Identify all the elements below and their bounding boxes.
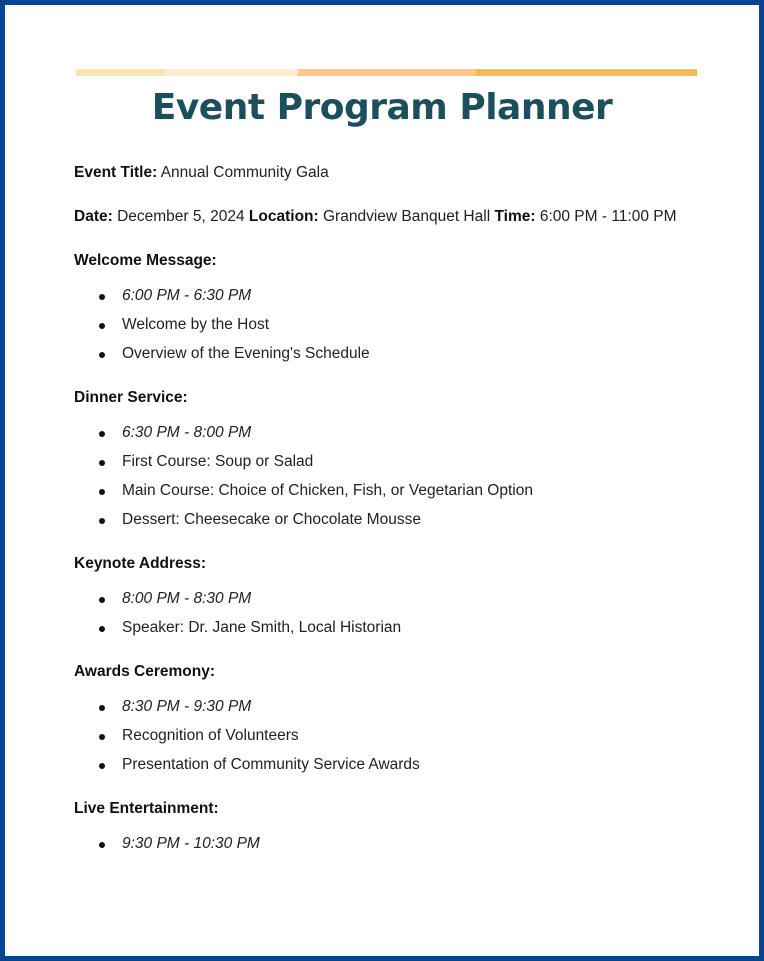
bullet-icon <box>99 352 105 358</box>
time-label: Time: <box>494 208 536 225</box>
list-item <box>74 510 734 530</box>
list-item-text: Welcome by the Host <box>122 316 270 333</box>
event-title-value: Annual Community Gala <box>160 164 329 181</box>
event-title-label: Event Title: <box>74 164 158 181</box>
time-value: 6:00 PM - 11:00 PM <box>539 208 677 225</box>
event-title-line <box>74 163 734 183</box>
list-item <box>74 452 734 472</box>
program-content <box>74 163 734 878</box>
time-slot-item <box>74 589 734 609</box>
list-item-text: 9:30 PM - 10:30 PM <box>122 835 260 852</box>
list-item-text: 8:00 PM - 8:30 PM <box>122 590 252 607</box>
bullet-icon <box>99 323 105 329</box>
list-item-text: Speaker: Dr. Jane Smith, Local Historian <box>122 619 402 636</box>
time-slot-item <box>74 286 734 306</box>
list-item <box>74 618 734 638</box>
list-item-text: Recognition of Volunteers <box>122 727 299 744</box>
list-item <box>74 481 734 501</box>
section-heading: Live Entertainment: <box>74 800 219 817</box>
list-item-text: 8:30 PM - 9:30 PM <box>122 698 252 715</box>
document-page <box>5 5 759 956</box>
bullet-icon <box>99 597 105 603</box>
bullet-icon <box>99 842 105 848</box>
bullet-icon <box>99 763 105 769</box>
location-value: Grandview Banquet Hall <box>322 208 491 225</box>
list-item-text: 6:30 PM - 8:00 PM <box>122 424 252 441</box>
list-item-text: Dessert: Cheesecake or Chocolate Mousse <box>122 511 421 528</box>
bullet-icon <box>99 460 105 466</box>
accent-bar <box>76 69 697 76</box>
section-heading: Welcome Message: <box>74 252 217 269</box>
list-item-text: First Course: Soup or Salad <box>122 453 314 470</box>
section-heading: Awards Ceremony: <box>74 663 215 680</box>
accent-segment <box>298 69 476 76</box>
section-list <box>74 697 734 775</box>
bullet-icon <box>99 489 105 495</box>
bullet-icon <box>99 431 105 437</box>
bullet-icon <box>99 626 105 632</box>
page-title: Event Program Planner <box>151 87 613 128</box>
time-slot-item <box>74 423 734 443</box>
section-heading: Keynote Address: <box>74 555 207 572</box>
list-item <box>74 755 734 775</box>
list-item-text: 6:00 PM - 6:30 PM <box>122 287 252 304</box>
bullet-icon <box>99 518 105 524</box>
time-slot-item <box>74 834 734 854</box>
bullet-icon <box>99 734 105 740</box>
section-list <box>74 286 734 364</box>
time-slot-item <box>74 697 734 717</box>
section-heading: Dinner Service: <box>74 389 188 406</box>
section-list <box>74 834 734 854</box>
date-value: December 5, 2024 <box>117 208 245 225</box>
event-details-line <box>74 207 734 227</box>
location-label: Location: <box>248 208 319 225</box>
accent-segment <box>165 69 298 76</box>
list-item <box>74 344 734 364</box>
bullet-icon <box>99 294 105 300</box>
accent-segment <box>476 69 697 76</box>
section-list <box>74 423 734 530</box>
bullet-icon <box>99 705 105 711</box>
list-item-text: Presentation of Community Service Awards <box>122 756 420 773</box>
accent-segment <box>76 69 165 76</box>
list-item <box>74 315 734 335</box>
list-item <box>74 726 734 746</box>
section-list <box>74 589 734 638</box>
date-label: Date: <box>74 208 113 225</box>
list-item-text: Main Course: Choice of Chicken, Fish, or Vegetarian Option <box>122 482 533 499</box>
list-item-text: Overview of the Evening's Schedule <box>122 345 370 362</box>
program-sections <box>74 251 734 854</box>
